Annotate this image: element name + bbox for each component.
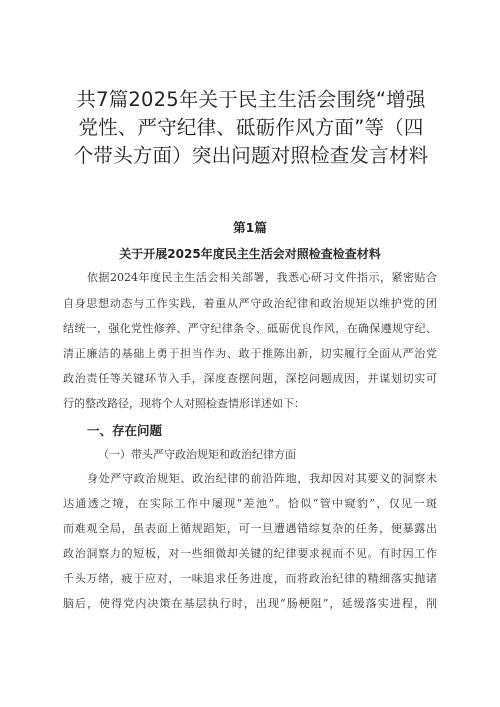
intro-paragraph-line: 结统一，强化党性修养、严守纪律条令、砥砺优良作风，在确保遵规守纪、: [63, 322, 437, 335]
section-heading: 一、存在问题: [87, 423, 163, 438]
subsection-heading: （一）带头严守政治规矩和政治纪律方面: [98, 448, 296, 461]
intro-paragraph-line: 清正廉洁的基础上勇于担当作为、敢于推陈出新，切实履行全面从严治党: [63, 347, 437, 360]
body-paragraph-line: 千头万绪，疲于应对，一味追求任务进度，而将政治纪律的精细落实抛诸: [63, 572, 437, 585]
body-paragraph-line: 达通透之境，在实际工作中屡现“差池”。恰似“管中窥豹”，仅见一斑: [63, 497, 437, 510]
intro-paragraph-line: 行的整改路径，现将个人对照检查情形详述如下：: [63, 397, 305, 410]
document-title: 共7篇2025年关于民主生活会围绕“增强党性、严守纪律、砥砺作风方面”等（四个带头方面）突出问题对照检查发言材料: [73, 88, 429, 167]
article-number: 第1篇: [233, 220, 267, 235]
body-paragraph-line: 身处严守政治规矩、政治纪律的前沿阵地，我却因对其要义的洞察未: [87, 472, 437, 485]
intro-paragraph-line: 政治责任等关键环节入手，深度查摆问题，深挖问题成因，并谋划切实可: [63, 372, 437, 385]
body-paragraph-line: 而难观全局，虽表面上循规蹈矩，可一旦遭遇错综复杂的任务，便暴露出: [63, 522, 437, 535]
intro-paragraph-line: 自身思想动态与工作实践，着重从严守政治纪律和政治规矩以维护党的团: [63, 297, 437, 310]
body-paragraph-line: 脑后，使得党内决策在基层执行时，出现“肠梗阻”，延缓落实进程，削: [63, 597, 437, 610]
intro-paragraph-line: 依据2024年度民主生活会相关部署，我悉心研习文件指示，紧密贴合: [87, 271, 437, 284]
article-title: 关于开展2025年度民主生活会对照检查检查材料: [119, 247, 381, 261]
body-paragraph-line: 政治洞察力的短板，对一些细微却关键的纪律要求视而不见。有时因工作: [63, 547, 437, 560]
